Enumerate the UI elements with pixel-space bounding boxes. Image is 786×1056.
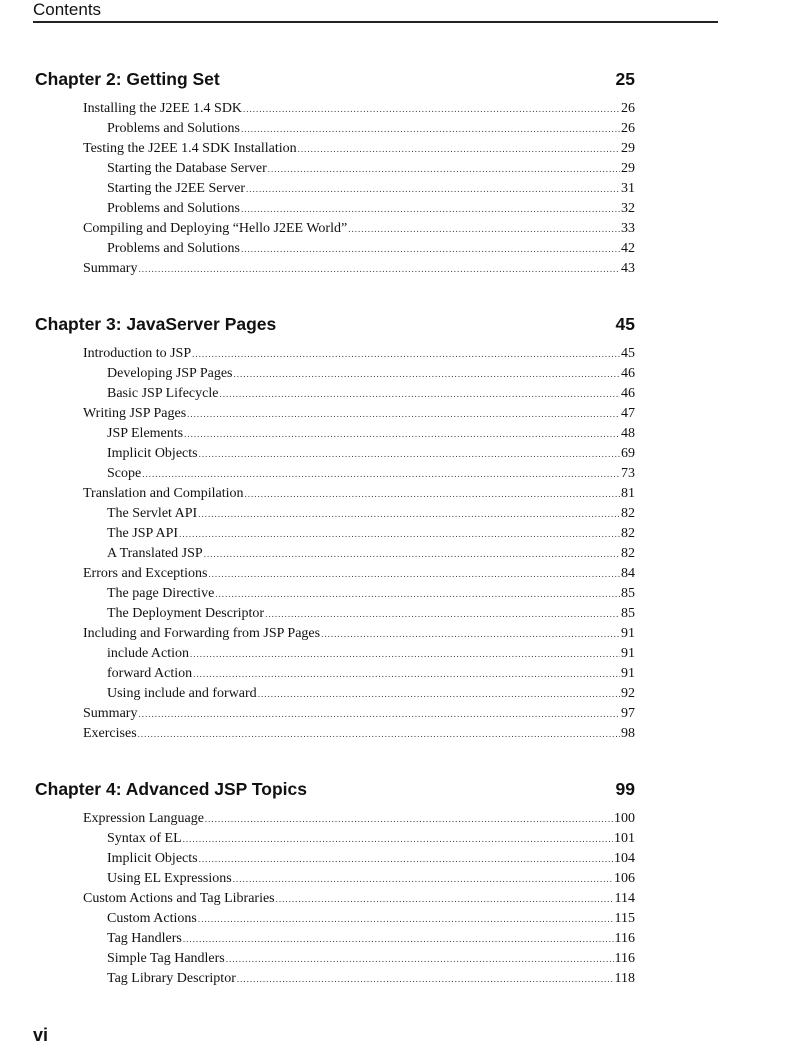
toc-subsection-entry xyxy=(35,869,635,889)
entry-page-number: 116 xyxy=(614,931,635,946)
entry-title: Summary xyxy=(83,706,138,721)
entry-title: Syntax of EL xyxy=(107,831,182,846)
toc-section-entry xyxy=(35,624,635,644)
entry-page-number: 114 xyxy=(614,891,635,906)
entry-title: Developing JSP Pages xyxy=(107,366,233,381)
entry-title: Installing the J2EE 1.4 SDK xyxy=(83,101,243,116)
toc-subsection-entry xyxy=(35,159,635,179)
entry-page-number: 73 xyxy=(621,466,635,481)
dot-leader xyxy=(215,584,620,604)
dot-leader xyxy=(233,364,620,384)
entry-page-number: 82 xyxy=(621,506,635,521)
entry-title: JSP Elements xyxy=(107,426,184,441)
entry-page-number: 47 xyxy=(621,406,635,421)
toc-subsection-entry xyxy=(35,969,635,989)
entry-title: Tag Handlers xyxy=(107,931,182,946)
dot-leader xyxy=(198,504,620,524)
dot-leader xyxy=(241,239,620,259)
entry-page-number: 33 xyxy=(621,221,635,236)
dot-leader xyxy=(348,219,620,239)
toc-entries xyxy=(35,344,635,744)
toc-section-entry xyxy=(35,724,635,744)
chapter-heading xyxy=(35,778,635,800)
page-folio: vi xyxy=(33,1025,49,1045)
entry-title: include Action xyxy=(107,646,190,661)
toc-section-entry xyxy=(35,139,635,159)
entry-title: Problems and Solutions xyxy=(107,241,241,256)
toc-section-entry xyxy=(35,889,635,909)
dot-leader xyxy=(198,909,614,929)
entry-page-number: 104 xyxy=(614,851,635,866)
toc-subsection-entry xyxy=(35,584,635,604)
entry-title: The page Directive xyxy=(107,586,215,601)
entry-title: Starting the J2EE Server xyxy=(107,181,246,196)
entry-page-number: 46 xyxy=(621,366,635,381)
toc-subsection-entry xyxy=(35,384,635,404)
dot-leader xyxy=(138,704,620,724)
toc-subsection-entry xyxy=(35,909,635,929)
chapter-title: Chapter 4: Advanced JSP Topics xyxy=(35,779,307,799)
entry-title: Problems and Solutions xyxy=(107,121,241,136)
toc-subsection-entry xyxy=(35,829,635,849)
dot-leader xyxy=(204,544,620,564)
toc-section-entry xyxy=(35,219,635,239)
entry-page-number: 29 xyxy=(621,141,635,156)
toc-section-entry xyxy=(35,704,635,724)
entry-page-number: 91 xyxy=(621,666,635,681)
entry-page-number: 116 xyxy=(614,951,635,966)
toc-subsection-entry xyxy=(35,424,635,444)
dot-leader xyxy=(241,119,620,139)
toc-entries xyxy=(35,809,635,989)
toc-subsection-entry xyxy=(35,664,635,684)
toc-subsection-entry xyxy=(35,949,635,969)
chapter-2 xyxy=(35,68,635,279)
toc-subsection-entry xyxy=(35,119,635,139)
dot-leader xyxy=(321,624,620,644)
entry-title: The Deployment Descriptor xyxy=(107,606,265,621)
toc-subsection-entry xyxy=(35,604,635,624)
dot-leader xyxy=(184,424,620,444)
entry-page-number: 106 xyxy=(614,871,635,886)
entry-page-number: 84 xyxy=(621,566,635,581)
toc-section-entry xyxy=(35,809,635,829)
entry-title: The Servlet API xyxy=(107,506,198,521)
dot-leader xyxy=(179,524,620,544)
dot-leader xyxy=(193,664,620,684)
entry-page-number: 98 xyxy=(621,726,635,741)
dot-leader xyxy=(138,724,620,744)
entry-page-number: 32 xyxy=(621,201,635,216)
chapter-3 xyxy=(35,313,635,744)
dot-leader xyxy=(241,199,620,219)
dot-leader xyxy=(187,404,620,424)
entry-title: Compiling and Deploying “Hello J2EE World” xyxy=(83,221,348,236)
dot-leader xyxy=(192,344,620,364)
entry-title: Using EL Expressions xyxy=(107,871,232,886)
entry-title: Starting the Database Server xyxy=(107,161,267,176)
chapter-page-number: 25 xyxy=(615,69,635,89)
dot-leader xyxy=(233,869,613,889)
dot-leader xyxy=(183,929,614,949)
toc-section-entry xyxy=(35,99,635,119)
chapter-title: Chapter 2: Getting Set xyxy=(35,69,220,89)
toc-subsection-entry xyxy=(35,684,635,704)
entry-title: Tag Library Descriptor xyxy=(107,971,236,986)
entry-title: Implicit Objects xyxy=(107,851,198,866)
entry-page-number: 43 xyxy=(621,261,635,276)
entry-title: Translation and Compilation xyxy=(83,486,244,501)
dot-leader xyxy=(276,889,614,909)
dot-leader xyxy=(243,99,620,119)
entry-title: Testing the J2EE 1.4 SDK Installation xyxy=(83,141,297,156)
entry-page-number: 29 xyxy=(621,161,635,176)
entry-title: Writing JSP Pages xyxy=(83,406,187,421)
entry-page-number: 26 xyxy=(621,121,635,136)
toc-subsection-entry xyxy=(35,464,635,484)
toc-subsection-entry xyxy=(35,849,635,869)
dot-leader xyxy=(265,604,620,624)
entry-title: A Translated JSP xyxy=(107,546,203,561)
entry-page-number: 82 xyxy=(621,546,635,561)
entry-title: forward Action xyxy=(107,666,193,681)
entry-page-number: 48 xyxy=(621,426,635,441)
chapter-title: Chapter 3: JavaServer Pages xyxy=(35,314,277,334)
dot-leader xyxy=(237,969,614,989)
chapter-heading xyxy=(35,68,635,90)
dot-leader xyxy=(205,809,613,829)
entry-page-number: 85 xyxy=(621,606,635,621)
toc-subsection-entry xyxy=(35,504,635,524)
entry-page-number: 91 xyxy=(621,626,635,641)
dot-leader xyxy=(190,644,620,664)
entry-title: Using include and forward xyxy=(107,686,257,701)
toc-section-entry xyxy=(35,344,635,364)
toc-subsection-entry xyxy=(35,364,635,384)
entry-page-number: 115 xyxy=(614,911,635,926)
entry-title: Summary xyxy=(83,261,138,276)
chapter-page-number: 45 xyxy=(615,314,635,334)
entry-title: Scope xyxy=(107,466,142,481)
entry-title: Basic JSP Lifecycle xyxy=(107,386,219,401)
toc-subsection-entry xyxy=(35,199,635,219)
toc-section-entry xyxy=(35,259,635,279)
entry-page-number: 82 xyxy=(621,526,635,541)
dot-leader xyxy=(246,179,620,199)
entry-page-number: 85 xyxy=(621,586,635,601)
toc-subsection-entry xyxy=(35,444,635,464)
toc-section-entry xyxy=(35,484,635,504)
entry-page-number: 92 xyxy=(621,686,635,701)
entry-title: Introduction to JSP xyxy=(83,346,192,361)
toc-section-entry xyxy=(35,564,635,584)
entry-page-number: 31 xyxy=(621,181,635,196)
dot-leader xyxy=(138,259,620,279)
entry-page-number: 101 xyxy=(614,831,635,846)
toc-subsection-entry xyxy=(35,179,635,199)
dot-leader xyxy=(199,849,613,869)
toc-section-entry xyxy=(35,404,635,424)
entry-title: Implicit Objects xyxy=(107,446,198,461)
entry-page-number: 118 xyxy=(614,971,635,986)
entry-title: Errors and Exceptions xyxy=(83,566,208,581)
chapter-page-number: 99 xyxy=(615,779,635,799)
entry-page-number: 42 xyxy=(621,241,635,256)
entry-title: Including and Forwarding from JSP Pages xyxy=(83,626,321,641)
toc-entries xyxy=(35,99,635,279)
entry-page-number: 100 xyxy=(614,811,635,826)
dot-leader xyxy=(142,464,620,484)
toc-subsection-entry xyxy=(35,239,635,259)
dot-leader xyxy=(268,159,620,179)
entry-page-number: 91 xyxy=(621,646,635,661)
dot-leader xyxy=(226,949,614,969)
entry-page-number: 26 xyxy=(621,101,635,116)
dot-leader xyxy=(298,139,620,159)
toc-subsection-entry xyxy=(35,929,635,949)
dot-leader xyxy=(244,484,620,504)
entry-title: Problems and Solutions xyxy=(107,201,241,216)
toc-subsection-entry xyxy=(35,524,635,544)
chapter-4 xyxy=(35,778,635,989)
dot-leader xyxy=(258,684,620,704)
toc-subsection-entry xyxy=(35,544,635,564)
entry-title: Custom Actions xyxy=(107,911,197,926)
entry-title: Custom Actions and Tag Libraries xyxy=(83,891,275,906)
entry-title: The JSP API xyxy=(107,526,179,541)
dot-leader xyxy=(183,829,613,849)
dot-leader xyxy=(208,564,620,584)
dot-leader xyxy=(219,384,620,404)
running-head: Contents xyxy=(33,0,102,19)
entry-title: Expression Language xyxy=(83,811,204,826)
entry-page-number: 45 xyxy=(621,346,635,361)
entry-title: Exercises xyxy=(83,726,137,741)
entry-page-number: 81 xyxy=(621,486,635,501)
entry-page-number: 46 xyxy=(621,386,635,401)
chapter-heading xyxy=(35,313,635,335)
entry-page-number: 69 xyxy=(621,446,635,461)
toc-subsection-entry xyxy=(35,644,635,664)
dot-leader xyxy=(199,444,620,464)
entry-page-number: 97 xyxy=(621,706,635,721)
header-rule xyxy=(33,21,718,23)
entry-title: Simple Tag Handlers xyxy=(107,951,225,966)
